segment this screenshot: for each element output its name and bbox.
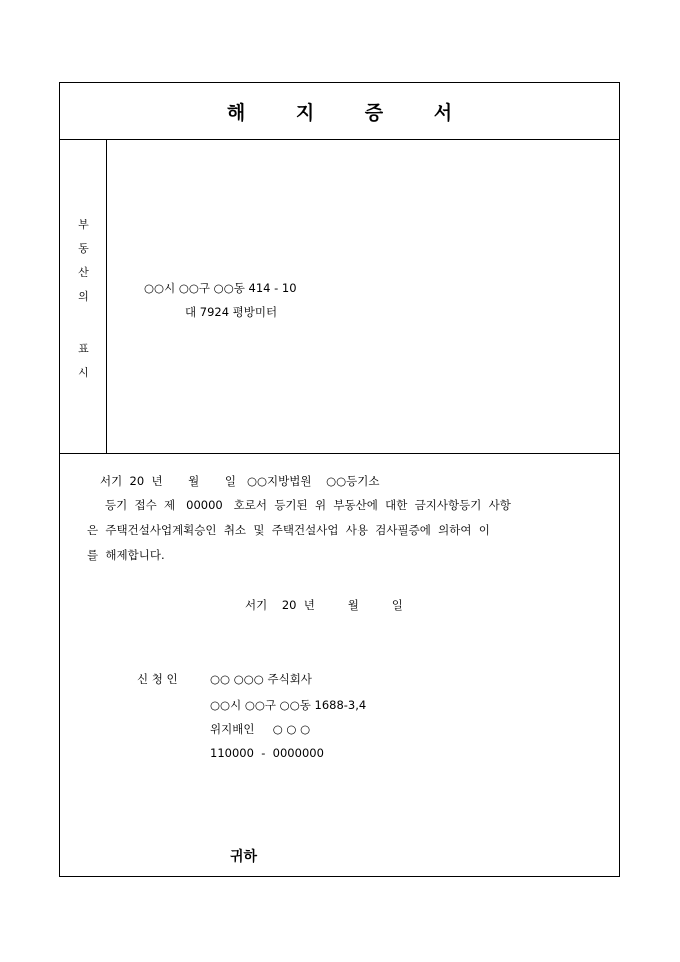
property-label-char: 시 xyxy=(78,366,89,379)
body-line-3: 은 주택건설사업계획승인 취소 및 주택건설사업 사용 검사필증에 의하여 이 xyxy=(87,523,490,537)
property-label-column xyxy=(60,140,107,453)
applicant-agent: 위지배인 ○ ○ ○ xyxy=(210,722,311,736)
applicant-label: 신 청 인 xyxy=(137,672,178,686)
body-line-2: 등기 접수 제 00000 호로서 등기된 위 부동산에 대한 금지사항등기 사항 xyxy=(105,498,511,512)
applicant-address: ○○시 ○○구 ○○동 1688-3,4 xyxy=(210,698,367,712)
body-line-1: 서기 20 년 월 일 ○○지방법원 ○○등기소 xyxy=(100,474,380,488)
title-row xyxy=(60,83,619,140)
property-label-char: 의 xyxy=(78,290,89,303)
date-line: 서기 20 년 월 일 xyxy=(245,598,403,612)
property-label-char: 동 xyxy=(78,242,89,255)
applicant-company: ○○ ○○○ 주식회사 xyxy=(210,672,312,686)
property-label-char: 표 xyxy=(78,342,89,355)
property-section xyxy=(60,140,619,454)
addressee: 귀하 xyxy=(230,849,258,865)
body-line-4: 를 해제합니다. xyxy=(87,548,165,562)
property-label-char: 산 xyxy=(78,266,89,279)
applicant-reg-no: 110000 - 0000000 xyxy=(210,746,324,760)
property-land: 대 7924 평방미터 xyxy=(185,305,278,319)
certificate-document xyxy=(59,82,620,877)
property-address: ○○시 ○○구 ○○동 414 - 10 xyxy=(144,281,297,295)
document-title: 해 지 증 서 xyxy=(226,101,475,124)
property-label-char: 부 xyxy=(78,218,89,231)
